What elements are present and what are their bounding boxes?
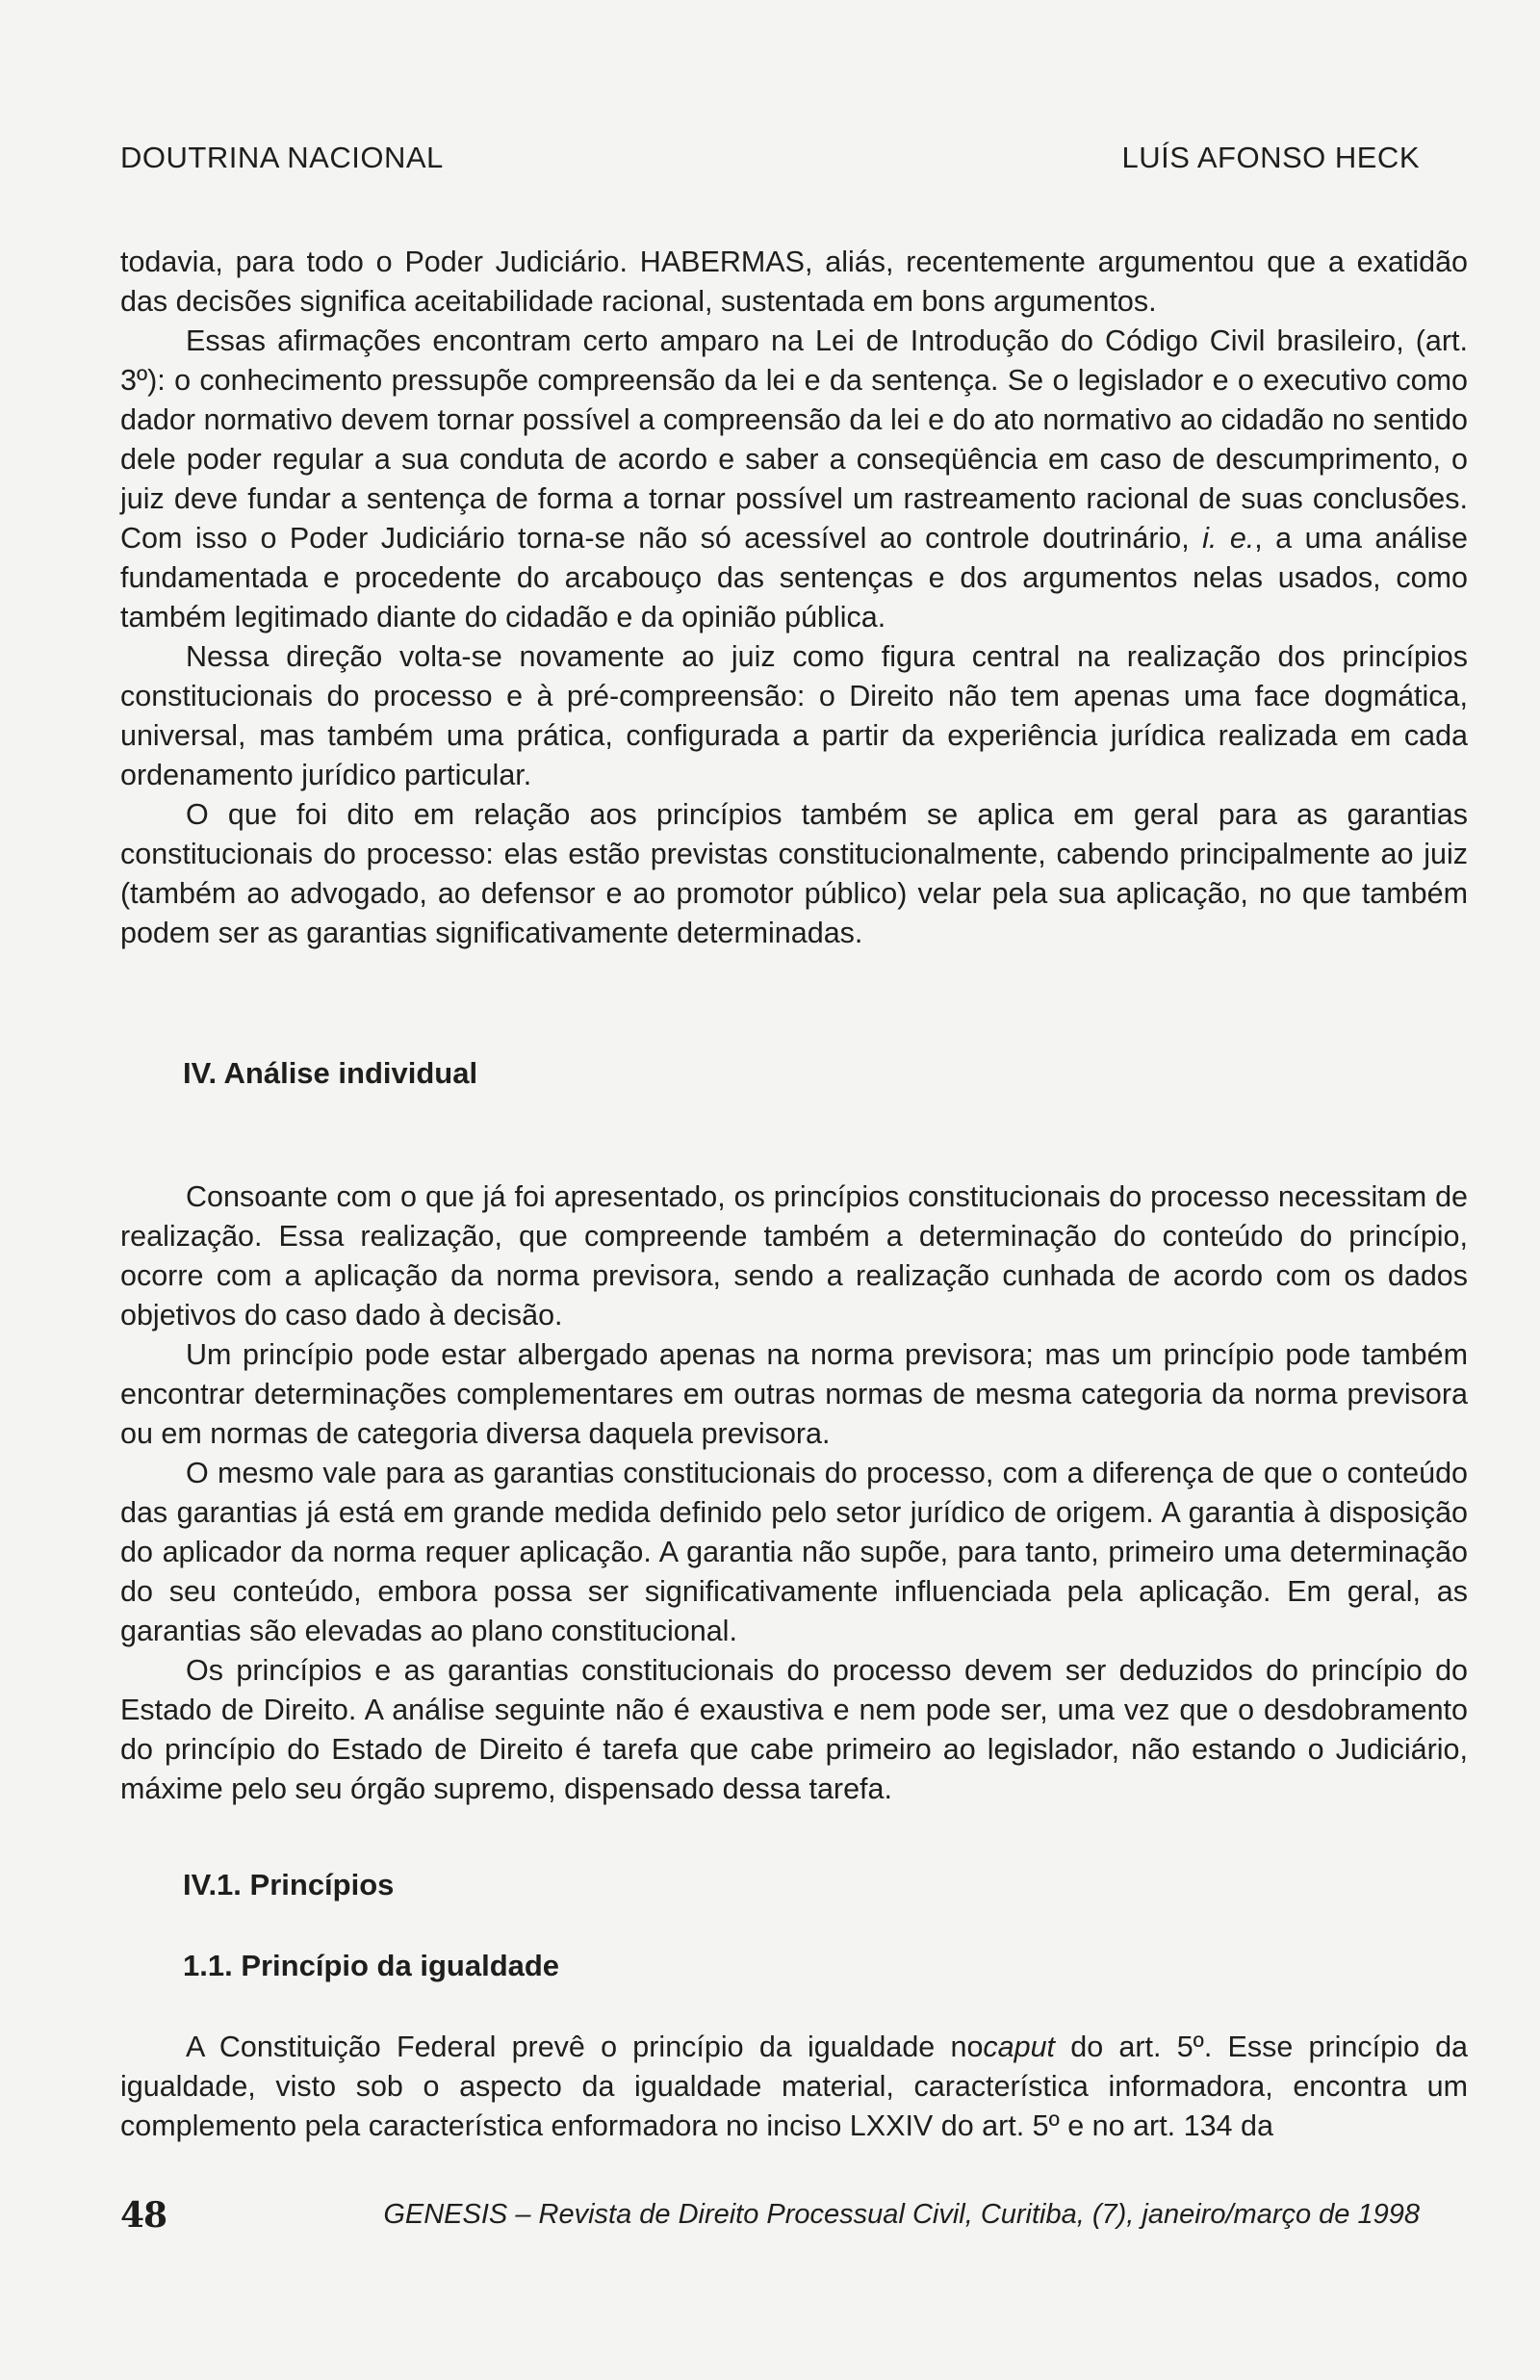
section-heading-principios: IV.1. Princípios <box>183 1868 395 1901</box>
subsection-heading-igualdade: 1.1. Princípio da igualdade <box>183 1949 560 1982</box>
paragraph-text: A Constituição Federal prevê o princípio da igualdade no <box>186 2031 984 2063</box>
section-label: DOUTRINA NACIONAL <box>120 141 444 174</box>
paragraph-text: Essas afirmações encontram certo amparo na Lei de Introdução do Código Civil brasileiro, (art. 3º): o conhecimento pressupõe compreensão da lei e da sentença. Se o legislador e o executivo como dador normativo devem tornar possível a compreensão da lei e do ato normativo ao cidadão no sentido dele poder regular a sua conduta de acordo e saber a conseqüência em caso de descumprimento, o juiz deve fundar a sentença de forma a tornar possível um rastreamento racional de suas conclusões. Com isso o Poder Judiciário torna-se não só acessível ao controle doutrinário, <box>120 324 1468 555</box>
paragraph <box>120 322 1468 637</box>
paragraph: Um princípio pode estar albergado apenas na norma previsora; mas um princípio pode também encontrar determinações complementares em outras normas de mesma categoria da norma previsora ou em normas de categoria diversa daquela previsora. <box>120 1338 1468 1450</box>
paragraph: todavia, para todo o Poder Judiciário. HABERMAS, aliás, recentemente argumentou que a exatidão das decisões significa aceitabilidade racional, sustentada em bons argumentos. <box>120 246 1468 318</box>
paragraph: Nessa direção volta-se novamente ao juiz como figura central na realização dos princípios constitucionais do processo e à pré-compreensão: o Direito não tem apenas uma face dogmática, universal, mas também uma prática, configurada a partir da experiência jurídica realizada em cada ordenamento jurídico particular. <box>120 640 1468 791</box>
paragraph: O que foi dito em relação aos princípios também se aplica em geral para as garantias constitucionais do processo: elas estão previstas constitucionalmente, cabendo principalmente ao juiz (também ao advogado, ao defensor e ao promotor público) velar pela sua aplicação, no que também podem ser as garantias significativamente determinadas. <box>120 798 1468 949</box>
text-block-analise <box>120 1177 1468 1809</box>
section-heading-analise-individual: IV. Análise individual <box>183 1056 478 1090</box>
text-block-igualdade <box>120 2028 1468 2146</box>
running-header <box>120 141 1420 179</box>
paragraph: Os princípios e as garantias constitucionais do processo devem ser deduzidos do princípio do Estado de Direito. A análise seguinte não é exaustiva e nem pode ser, uma vez que o desdobramento do princípio do Estado de Direito é tarefa que cabe primeiro ao legislador, não estando o Judiciário, máxime pelo seu órgão supremo, dispensado dessa tarefa. <box>120 1654 1468 1805</box>
paragraph-text-end: do art. 5º. Esse princípio da igualdade, visto sob o aspecto da igualdade material, característica informadora, encontra um complemento pela característica enformadora no inciso LXXIV do art. 5º e no art. 134 da <box>120 2031 1468 2142</box>
paragraph: O mesmo vale para as garantias constitucionais do processo, com a diferença de que o conteúdo das garantias já está em grande medida definido pelo setor jurídico de origem. A garantia à disposição do aplicador da norma requer aplicação. A garantia não supõe, para tanto, primeiro uma determinação do seu conteúdo, embora possa ser significativamente influenciada pela aplicação. Em geral, as garantias são elevadas ao plano constitucional. <box>120 1457 1468 1647</box>
paragraph: Consoante com o que já foi apresentado, os princípios constitucionais do processo necessitam de realização. Essa realização, que compreende também a determinação do conteúdo do princípio, ocorre com a aplicação da norma previsora, sendo a realização cunhada de acordo com os dados objetivos do caso dado à decisão. <box>120 1180 1468 1332</box>
author-name: LUÍS AFONSO HECK <box>1121 141 1420 174</box>
journal-citation: GENESIS – Revista de Direito Processual Civil, Curitiba, (7), janeiro/março de 1998 <box>383 2199 1420 2230</box>
text-block-continuation <box>120 243 1468 953</box>
paragraph-text-end: , a uma análise fundamentada e procedente do arcabouço das sentenças e dos argumentos nelas usados, como também legitimado diante do cidadão e da opinião pública. <box>120 522 1468 634</box>
page-footer <box>120 2195 1420 2243</box>
paragraph <box>120 2028 1468 2146</box>
page-number: 48 <box>120 2195 167 2236</box>
latin-term-caput: caput <box>983 2031 1056 2063</box>
abbreviation-ie: i. e. <box>1202 522 1255 555</box>
